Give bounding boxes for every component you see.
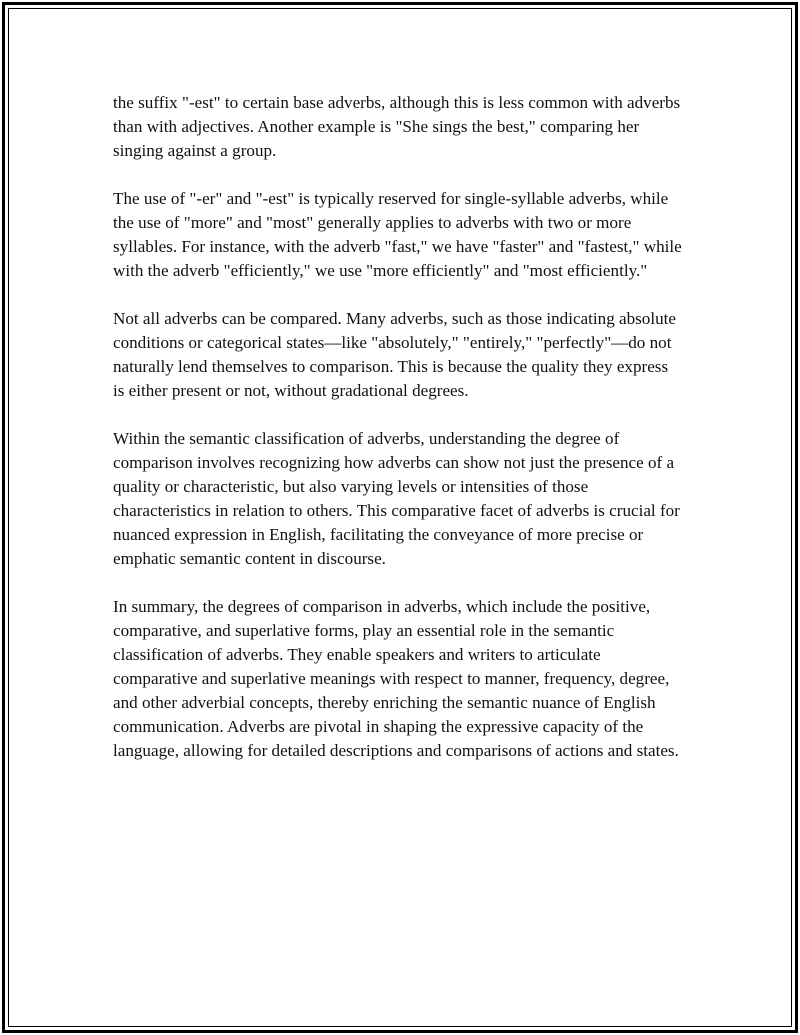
paragraph: the suffix "-est" to certain base adverbs, although this is less common with adverbs than with adjectives. Another example is "She sings the best," comparing her singing against a group. — [113, 93, 681, 160]
document-body — [113, 91, 683, 787]
paragraph: In summary, the degrees of comparison in adverbs, which include the positive, comparative, and superlative forms, play an essential role in the semantic classification of adverbs. They enable speakers and writers to articulate comparative and superlative meanings with respect to manner, frequency, degree, and other adverbial concepts, thereby enriching the semantic nuance of English communication. Adverbs are pivotal in shaping the expressive capacity of the language, allowing for detailed descriptions and comparisons of actions and states. — [113, 597, 679, 760]
paragraph: The use of "-er" and "-est" is typically reserved for single-syllable adverbs, while the use of "more" and "most" generally applies to adverbs with two or more syllables. For instance, with the adverb "fast," we have "faster" and "fastest," while with the adverb "efficiently," we use "more efficiently" and "most efficiently." — [113, 189, 682, 280]
paragraph: Within the semantic classification of adverbs, understanding the degree of comparison involves recognizing how adverbs can show not just the presence of a quality or characteristic, but also varying levels or intensities of those characteristics in relation to others. This comparative facet of adverbs is crucial for nuanced expression in English, facilitating the conveyance of more precise or emphatic semantic content in discourse. — [113, 429, 680, 568]
paragraph: Not all adverbs can be compared. Many adverbs, such as those indicating absolute conditions or categorical states—like "absolutely," "entirely," "perfectly"—do not naturally lend themselves to comparison. This is because the quality they express is either present or not, without gradational degrees. — [113, 309, 676, 400]
